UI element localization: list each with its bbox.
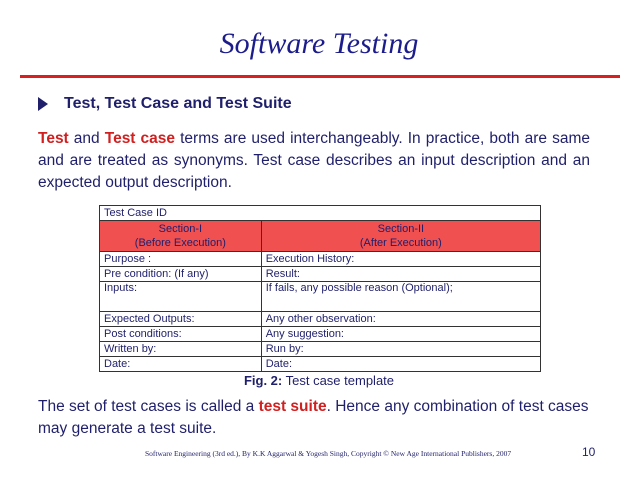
table-row xyxy=(100,282,541,312)
footer-citation: Software Engineering (3rd ed.), By K.K Aggarwal & Yogesh Singh, Copyright © New Age International Publishers, 2007 xyxy=(145,449,512,458)
term-test: Test xyxy=(38,130,69,147)
bullet-heading xyxy=(38,95,292,113)
figure-caption xyxy=(0,373,638,388)
test-case-template-table xyxy=(99,205,541,372)
table-cell: Purpose : xyxy=(100,252,262,267)
title-divider xyxy=(20,75,620,78)
bullet-text: Test, Test Case and Test Suite xyxy=(64,95,292,112)
section-2-name: Section-II xyxy=(377,223,425,235)
table-row xyxy=(100,252,541,267)
section-after-cell xyxy=(261,221,540,252)
section-row xyxy=(100,221,541,252)
caption-label: Fig. 2: xyxy=(243,373,283,388)
definition-paragraph xyxy=(38,128,590,194)
table-cell: Expected Outputs: xyxy=(100,312,262,327)
table-cell: Inputs: xyxy=(100,282,262,312)
slide-title: Software Testing xyxy=(219,27,419,60)
section-1-sub: (Before Execution) xyxy=(134,237,226,249)
test-suite-paragraph xyxy=(38,396,598,440)
section-before-cell xyxy=(100,221,262,252)
table-header-cell: Test Case ID xyxy=(100,206,541,221)
table-row xyxy=(100,342,541,357)
para2-text-2: . Hence any combination of test cases may generate a test suite. xyxy=(38,398,589,437)
table-cell: If fails, any possible reason (Optional); xyxy=(261,282,540,312)
page-number: 10 xyxy=(582,445,596,459)
table-cell: Date: xyxy=(100,357,262,372)
table-cell: Run by: xyxy=(261,342,540,357)
table-cell: Post conditions: xyxy=(100,327,262,342)
table-row xyxy=(100,327,541,342)
table-cell: Any suggestion: xyxy=(261,327,540,342)
caption-text: Test case template xyxy=(282,373,395,388)
table-row xyxy=(100,267,541,282)
para2-text-1: The set of test cases is called a xyxy=(38,398,259,415)
term-test-case: Test case xyxy=(104,130,176,147)
table-row xyxy=(100,357,541,372)
section-2-sub: (After Execution) xyxy=(359,237,442,249)
table-cell: Date: xyxy=(261,357,540,372)
table-cell: Pre condition: (If any) xyxy=(100,267,262,282)
table-cell: Execution History: xyxy=(261,252,540,267)
arrow-bullet-icon xyxy=(38,97,48,111)
table-cell: Result: xyxy=(261,267,540,282)
para1-text-1: and xyxy=(68,130,105,147)
table-cell: Any other observation: xyxy=(261,312,540,327)
para1-text-2: terms are used interchangeably. In practice, both are same and are treated as synonyms. Test case describes an input description and an expected output description. xyxy=(38,130,591,191)
table-cell: Written by: xyxy=(100,342,262,357)
table-row xyxy=(100,312,541,327)
term-test-suite: test suite xyxy=(258,398,327,415)
section-1-name: Section-I xyxy=(158,223,203,235)
